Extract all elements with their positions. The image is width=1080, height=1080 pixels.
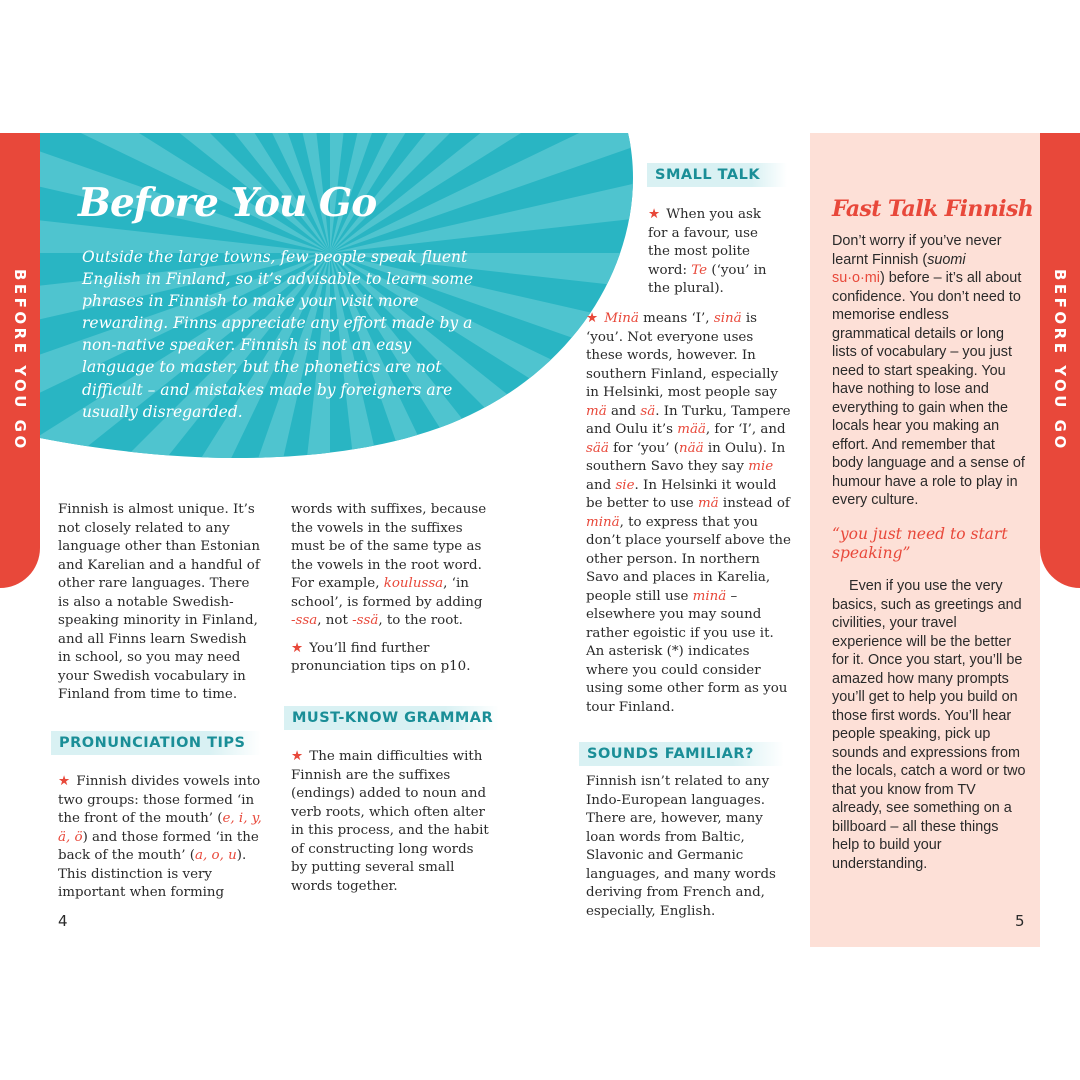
star-icon: ★ — [586, 311, 599, 326]
side-tab-left-label: BEFORE YOU GO — [11, 269, 29, 452]
heading-small-talk: SMALL TALK — [647, 163, 787, 187]
pull-quote: “you just need to start speaking” — [832, 525, 1008, 562]
column-1-intro — [58, 501, 263, 705]
page-number-right: 5 — [1015, 912, 1025, 930]
column-1-tips — [58, 773, 263, 903]
heading-pronunciation-tips: PRONUNCIATION TIPS — [51, 731, 261, 755]
suffix-paragraph: words with suffixes, because the vowels in the suffixes must be of the same type as the vowels in the root word. For example, koulussa, ‘in school’, is formed by adding -ssa, not -ssä, to the root. — [291, 502, 487, 628]
further-tips-paragraph: ★ You’ll find further pronunciation tips on p10. — [291, 640, 471, 674]
intro-paragraph: Finnish is almost unique. It’s not closely related to any language other than Estonian and Karelian and a handful of other rare languages. There is also a notable Swedish-speaking minority in Finland, and all Finns learn Swedish in school, so you may need your Swedish vocabulary in Finland from time to time. — [58, 502, 260, 702]
star-icon: ★ — [291, 749, 304, 764]
star-icon: ★ — [291, 640, 304, 656]
side-tab-right-label: BEFORE YOU GO — [1051, 269, 1069, 452]
sounds-familiar-text — [586, 773, 786, 921]
hero-intro: Outside the large towns, few people speak fluent English in Finland, so it’s advisable to learn some phrases in Finnish to make your visit more rewarding. Finns appreciate any effort made by a non-native speaker. Finnish is not an easy language to master, but the phonetics are not difficult – and mistakes made by foreigners are usually disregarded. — [82, 248, 474, 421]
pronunciation-paragraph: ★ Finnish divides vowels into two groups: those formed ‘in the front of the mouth’ (e, i, y, ä, ö) and those formed ‘in the back of the mouth’ (a, o, u). This distinction is very important when forming — [58, 774, 262, 900]
star-icon: ★ — [58, 774, 71, 789]
mina-paragraph: ★ Minä means ‘I’, sinä is ‘you’. Not everyone uses these words, however. In southern Finland, especially in Helsinki, most people say mä and sä. In Turku, Tampere and Oulu it’s mää, for ‘I’, and sää for ‘you’ (nää in Oulu). In southern Savo they say mie and sie. In Helsinki it would be better to use mä instead of minä, to express that you don’t place yourself above the other person. In northern Savo and places in Karelia, people still use minä – elsewhere you may sound rather egoistic if you use it. An asterisk (*) indicates where you could consider using some other form as you tour Finland. — [586, 311, 791, 715]
side-tab-left — [0, 133, 40, 588]
fast-talk-body: Even if you use the very basics, such as greetings and civilities, your travel experience will be the better for it. Once you start, you’ll be amazed how many prompts you’ll get to help you build on those first words. You’ll hear people speaking, pick up sounds and expressions from the locals, catch a word or two that you know from TV already, see something on a billboard – all these things help to build your understanding. — [832, 578, 1026, 872]
grammar-paragraph: ★ The main difficulties with Finnish are the suffixes (endings) added to noun and verb roots, which often alter in this process, and the habit of constructing long words by putting several small words together. — [291, 749, 489, 894]
favour-paragraph: ★ When you ask for a favour, use the most polite word: Te (‘you’ in the plural). — [648, 207, 767, 296]
pronunciation-guide: su·o·mi — [832, 270, 880, 286]
column-2-grammar — [291, 748, 491, 896]
small-talk-mina — [586, 310, 791, 717]
fast-talk-title: Fast Talk Finnish — [832, 196, 1034, 222]
side-tab-right — [1040, 133, 1080, 588]
heading-sounds-familiar: SOUNDS FAMILIAR? — [579, 742, 784, 766]
page-title: Before You Go — [78, 180, 377, 226]
column-2 — [291, 501, 491, 677]
sounds-familiar-paragraph: Finnish isn’t related to any Indo-European languages. There are, however, many loan words from Baltic, Slavonic and Germanic languages, and many words deriving from French and, especially, English. — [586, 774, 776, 919]
fast-talk-intro: Don’t worry if you’ve never learnt Finnish (suomi su·o·mi) before – it’s all about confidence. You don’t need to memorise endless grammatical details or long lists of vocabulary – you just need to start speaking. You have nothing to lose and everything to gain when the locals hear you making an effort. And remember that body language and a sense of humour have a role to play in every culture. — [832, 233, 1025, 508]
heading-must-know-grammar: MUST-KNOW GRAMMAR — [284, 706, 499, 730]
page-number-left: 4 — [58, 912, 68, 930]
star-icon: ★ — [648, 207, 661, 222]
small-talk-favour — [648, 206, 773, 299]
